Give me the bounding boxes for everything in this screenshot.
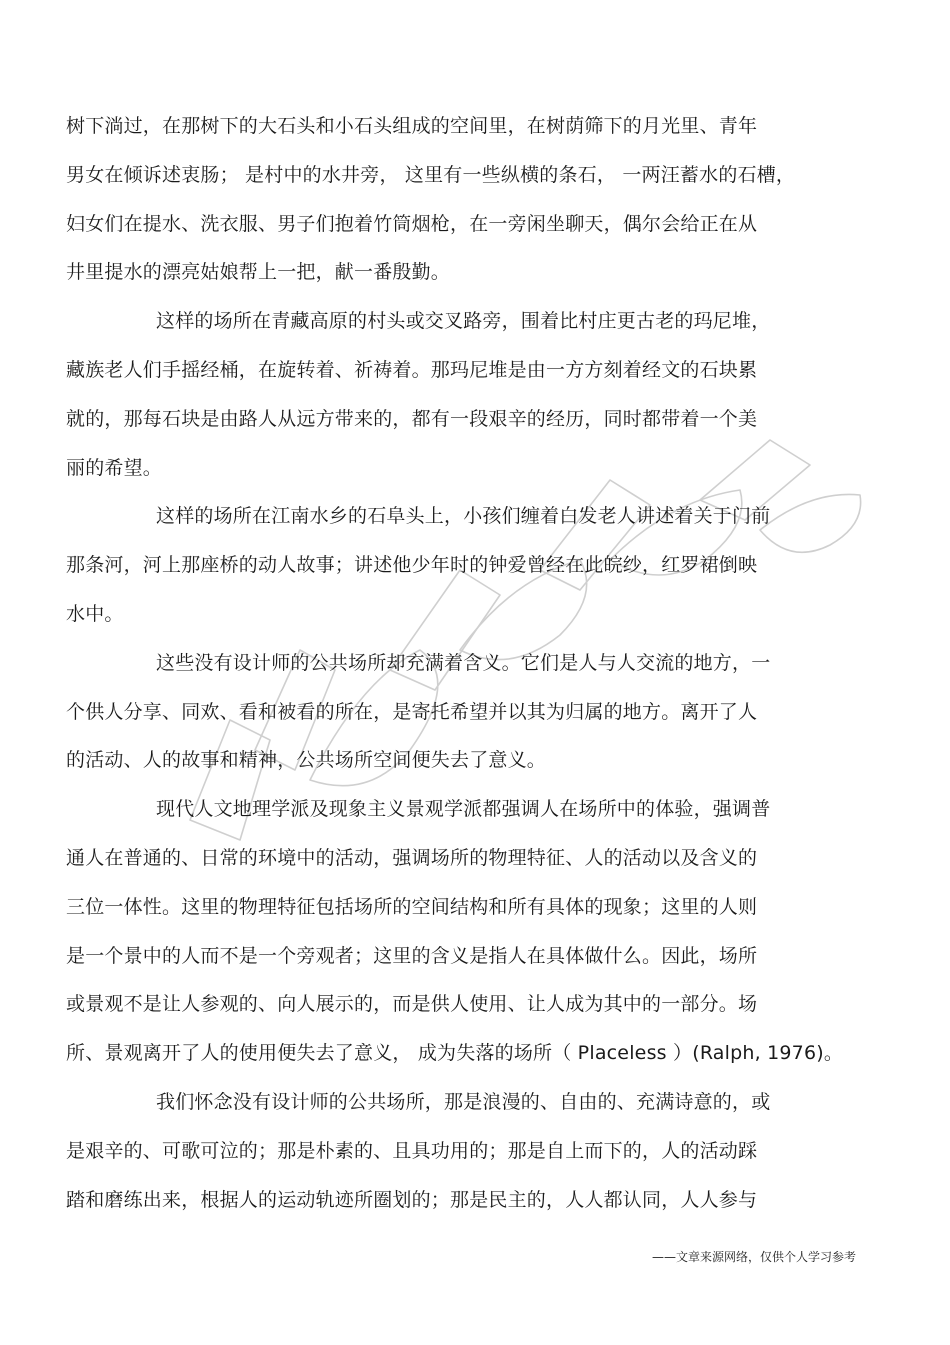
text-line: 井里提水的漂亮姑娘帮上一把，献一番殷勤。 [66,261,451,284]
paragraph [66,645,896,791]
paragraph [66,498,896,644]
text-line: 这样的场所在青藏高原的村头或交叉路旁，围着比村庄更古老的玛尼堆， [156,310,771,333]
text-line: 我们怀念没有设计师的公共场所，那是浪漫的、自由的、充满诗意的，或 [156,1090,771,1113]
text-line: 丽的希望。 [66,456,163,479]
paragraph [66,303,896,498]
text-line: 三位一体性。这里的物理特征包括场所的空间结构和所有具体的现象；这里的人则 [66,895,758,918]
article-body [66,108,896,1230]
text-line: 通人在普通的、日常的环境中的活动，强调场所的物理特征、人的活动以及含义的 [66,846,758,869]
text-line: 藏族老人们手摇经桶，在旋转着、祈祷着。那玛尼堆是由一方方刻着经文的石块累 [66,358,758,381]
paragraph [66,791,896,1084]
paragraph [66,1084,896,1230]
text-line: 或景观不是让人参观的、向人展示的，而是供人使用、让人成为其中的一部分。场 [66,993,758,1016]
text-line: 是艰辛的、可歌可泣的；那是朴素的、且具功用的；那是自上而下的，人的活动踩 [66,1139,758,1162]
paragraph [66,108,896,303]
text-line: 个供人分享、同欢、看和被看的所在，是寄托希望并以其为归属的地方。离开了人 [66,700,758,723]
text-line: 树下淌过，在那树下的大石头和小石头组成的空间里，在树荫筛下的月光里、青年 [66,115,758,137]
text-line: 是一个景中的人而不是一个旁观者；这里的含义是指人在具体做什么。因此，场所 [66,944,758,967]
text-line: 水中。 [66,602,124,625]
text-line: 踏和磨练出来，根据人的运动轨迹所圈划的；那是民主的，人人都认同，人人参与 [66,1188,758,1211]
text-line: 现代人文地理学派及现象主义景观学派都强调人在场所中的体验，强调普 [156,798,771,821]
text-line: 就的，那每石块是由路人从远方带来的，都有一段艰辛的经历，同时都带着一个美 [66,407,758,430]
text-line: 妇女们在提水、洗衣服、男子们抱着竹筒烟枪，在一旁闲坐聊天，偶尔会给正在从 [66,212,758,235]
text-line: 那条河，河上那座桥的动人故事；讲述他少年时的钟爱曾经在此皖纱，红罗裙倒映 [66,554,758,577]
text-line: 的活动、人的故事和精神，公共场所空间便失去了意义。 [66,749,547,772]
text-line: 这样的场所在江南水乡的石阜头上，小孩们缠着白发老人讲述着关于门前 [156,505,771,528]
text-line: 男女在倾诉述衷肠； 是村中的水井旁， 这里有一些纵横的条石， 一两汪蓄水的石槽， [66,163,796,186]
source-note: ——文章来源网络，仅供个人学习参考 [651,1250,856,1264]
text-line: 所、景观离开了人的使用便失去了意义， 成为失落的场所（ Placeless ）(Ralph, 1976)。 [66,1042,844,1065]
text-line: 这些没有设计师的公共场所却充满着含义。它们是人与人交流的地方，一 [156,651,771,674]
